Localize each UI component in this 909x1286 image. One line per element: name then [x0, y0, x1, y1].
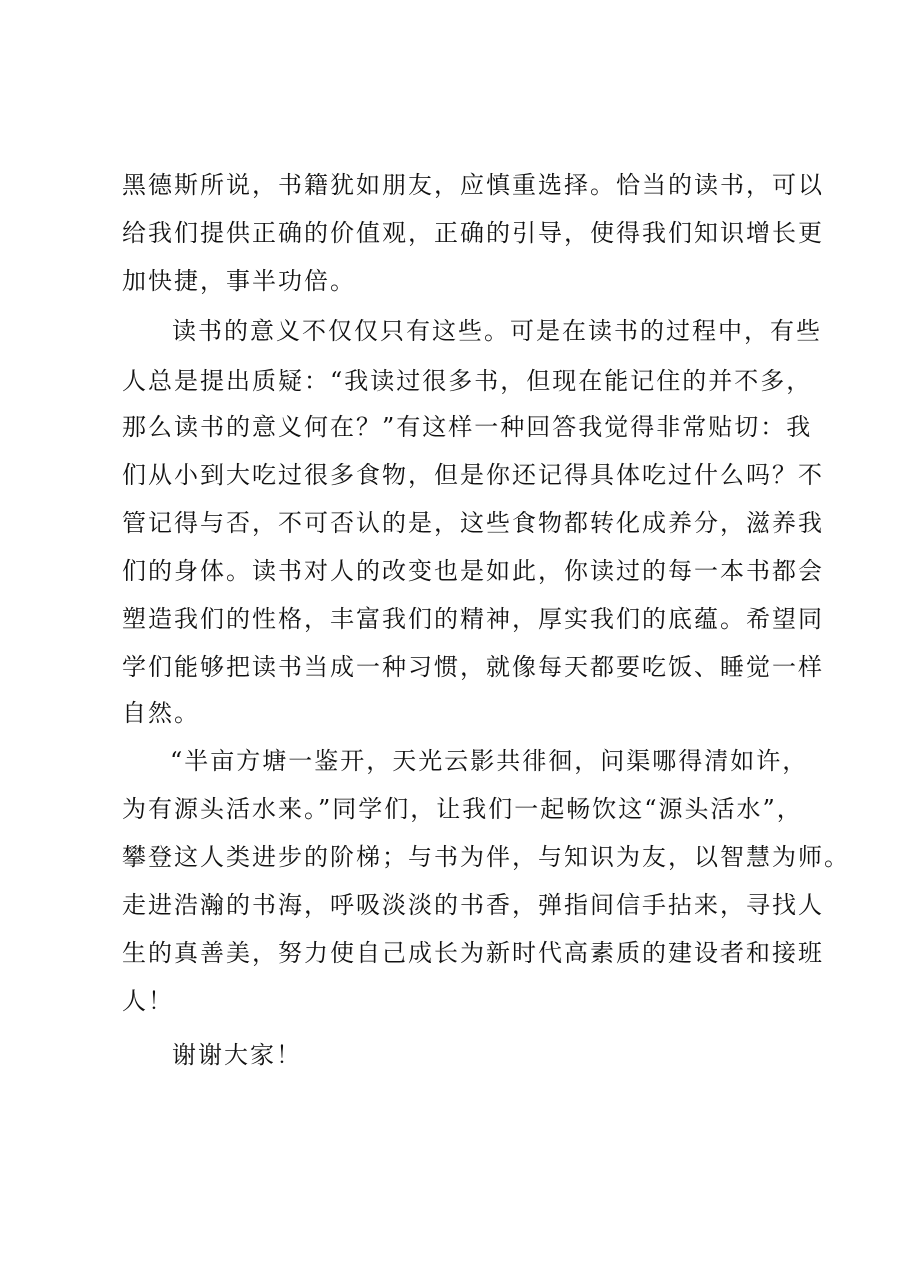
- text-line: 们从小到大吃过很多食物，但是你还记得具体吃过什么吗？不: [122, 461, 824, 489]
- text-line: 塑造我们的性格，丰富我们的精神，厚实我们的底蕴。希望同: [122, 605, 824, 633]
- text-line: 学们能够把读书当成一种习惯，就像每天都要吃饭、睡觉一样: [122, 653, 824, 681]
- text-line: 加快捷，事半功倍。: [122, 267, 356, 295]
- text-line: “半亩方塘一鉴开，天光云影共徘徊，问渠哪得清如许，: [170, 747, 809, 775]
- text-line: 人！: [122, 987, 174, 1015]
- text-line: 攀登这人类进步的阶梯；与书为伴，与知识为友，以智慧为师。: [122, 843, 850, 871]
- text-line: 为有源头活水来。”同学们，让我们一起畅饮这“源头活水”，: [122, 795, 803, 823]
- text-line: 生的真善美，努力使自己成长为新时代高素质的建设者和接班: [122, 939, 824, 967]
- text-line: 们的身体。读书对人的改变也是如此，你读过的每一本书都会: [122, 557, 824, 585]
- closing-line: 谢谢大家！: [172, 1041, 302, 1069]
- text-line: 管记得与否，不可否认的是，这些食物都转化成养分，滋养我: [122, 509, 824, 537]
- text-line: 人总是提出质疑：“我读过很多书，但现在能记住的并不多，: [122, 367, 813, 395]
- text-line: 走进浩瀚的书海，呼吸淡淡的书香，弹指间信手拈来，寻找人: [122, 891, 824, 919]
- text-line: 读书的意义不仅仅只有这些。可是在读书的过程中，有些: [172, 317, 822, 345]
- text-line: 黑德斯所说，书籍犹如朋友，应慎重选择。恰当的读书，可以: [122, 171, 824, 199]
- text-line: 给我们提供正确的价值观，正确的引导，使得我们知识增长更: [122, 219, 824, 247]
- text-line: 那么读书的意义何在？”有这样一种回答我觉得非常贴切：我: [122, 413, 813, 441]
- text-line: 自然。: [122, 699, 200, 727]
